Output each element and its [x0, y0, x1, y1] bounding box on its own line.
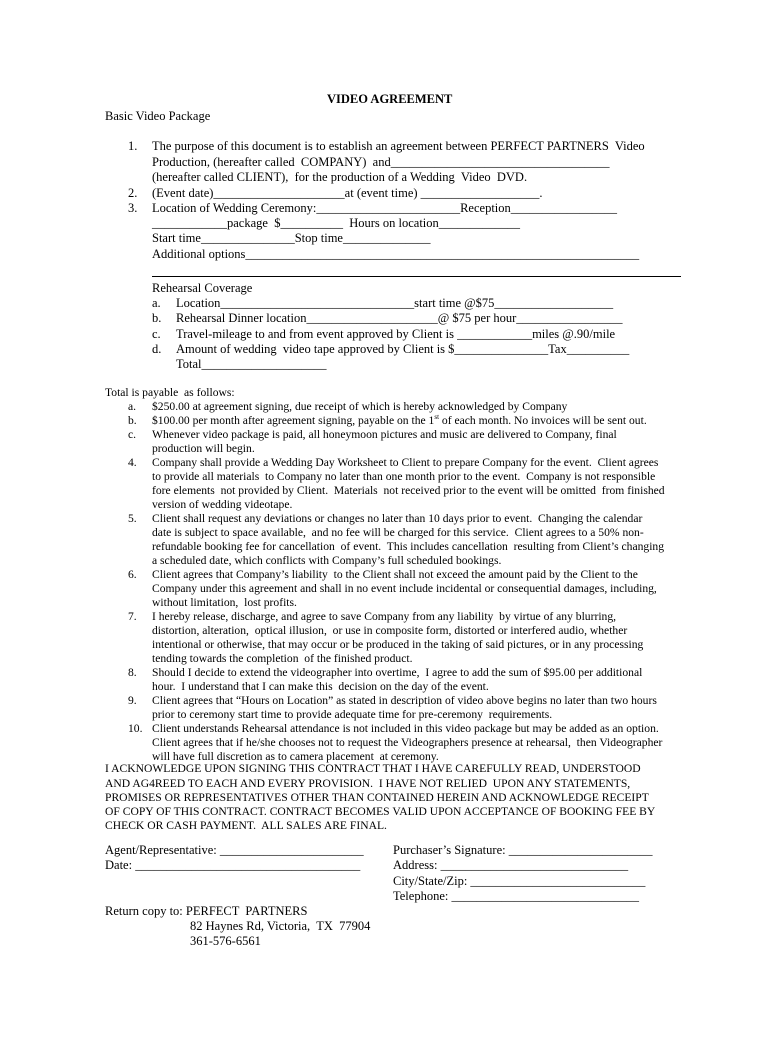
clause-line: fore elements not provided by Client. Materials not received prior to the event will be omitted from finished: [152, 484, 665, 497]
payable-heading: Total is payable as follows:: [105, 386, 235, 399]
travel-mileage-field[interactable]: Travel-mileage to and from event approved by Client is ____________miles @.90/mile: [176, 327, 616, 341]
item-1-line: The purpose of this document is to establish an agreement between PERFECT PARTNERS Video: [152, 139, 645, 153]
time-field[interactable]: Start time_______________Stop time______________: [152, 231, 431, 245]
location-field[interactable]: Location of Wedding Ceremony:_______________________Reception_________________: [152, 201, 618, 215]
sub-letter: b.: [152, 311, 162, 325]
package-field[interactable]: ____________package $__________ Hours on location_____________: [152, 216, 521, 230]
rehearsal-heading: Rehearsal Coverage: [152, 281, 253, 295]
clause-line: Should I decide to extend the videographer into overtime, I agree to add the sum of $95.00 per additional: [152, 666, 643, 679]
return-address: 82 Haynes Rd, Victoria, TX 77904: [190, 919, 371, 933]
sub-letter: d.: [152, 342, 162, 356]
payment-text: of each month. No invoices will be sent out.: [439, 414, 647, 427]
item-1-line: (hereafter called CLIENT), for the production of a Wedding Video DVD.: [152, 170, 528, 184]
clause-line: date is subject to space available, and no fee will be charged for this service. Client agrees to a 50% non-: [152, 526, 644, 539]
clause-line: version of wedding videotape.: [152, 498, 293, 511]
telephone-field[interactable]: Telephone: ______________________________: [393, 889, 639, 903]
sub-letter: c.: [128, 428, 137, 441]
clause-line: hour. I understand that I can make this decision on the day of the event.: [152, 680, 489, 693]
clause-line: Client understands Rehearsal attendance is not included in this video package but may be added as an option.: [152, 722, 659, 735]
payment-line: Whenever video package is paid, all honeymoon pictures and music are delivered to Company, final: [152, 428, 617, 441]
item-number: 8.: [128, 666, 137, 679]
city-state-zip-field[interactable]: City/State/Zip: ____________________________: [393, 874, 646, 888]
payment-line: [152, 415, 647, 427]
acknowledgement-line: CHECK OR CASH PAYMENT. ALL SALES ARE FINAL.: [105, 819, 387, 832]
payment-line: production will begin.: [152, 442, 255, 455]
clause-line: will have full discretion as to camera placement at ceremony.: [152, 750, 439, 763]
payment-line: $250.00 at agreement signing, due receipt of which is hereby acknowledged by Company: [152, 400, 568, 413]
purchaser-signature-field[interactable]: Purchaser’s Signature: _______________________: [393, 843, 653, 857]
item-1-line: Production, (hereafter called COMPANY) and___________________________________: [152, 155, 610, 169]
event-date-field[interactable]: (Event date)_____________________at (event time) ___________________.: [152, 186, 543, 200]
item-number: 2.: [128, 186, 138, 200]
item-number: 10.: [128, 722, 143, 735]
return-copy-label: Return copy to: PERFECT PARTNERS: [105, 904, 308, 918]
sub-letter: a.: [128, 400, 137, 413]
date-field[interactable]: Date: ____________________________________: [105, 858, 361, 872]
item-number: 9.: [128, 694, 137, 707]
item-number: 5.: [128, 512, 137, 525]
tape-amount-field[interactable]: Amount of wedding video tape approved by Client is $_______________Tax__________: [176, 342, 630, 356]
additional-options-field[interactable]: Additional options_______________________________________________________________: [152, 247, 640, 261]
clause-line: intentional or otherwise, that may occur or be produced in the taking of said pictures, or in any processing: [152, 638, 644, 651]
clause-line: Company shall provide a Wedding Day Worksheet to Client to prepare Company for the event. Client agrees: [152, 456, 659, 469]
clause-line: prior to ceremony start time to provide adequate time for pre-ceremony requirements.: [152, 708, 553, 721]
clause-line: a scheduled date, which conflicts with Company’s full scheduled bookings.: [152, 554, 502, 567]
return-phone: 361-576-6561: [190, 934, 261, 948]
clause-line: without limitation, lost profits.: [152, 596, 297, 609]
acknowledgement-line: AND AG4REED TO EACH AND EVERY PROVISION. I HAVE NOT RELIED UPON ANY STATEMENTS,: [105, 777, 631, 790]
clause-line: Client agrees that if he/she chooses not to request the Videographers presence at rehearsal, then Videographer: [152, 736, 663, 749]
page-title: VIDEO AGREEMENT: [327, 92, 453, 106]
sub-letter: a.: [152, 296, 161, 310]
acknowledgement-line: PROMISES OR REPRESENTATIVES OTHER THAN CONTAINED HEREIN AND ACKNOWLEDGE RECEIPT: [105, 791, 649, 804]
clause-line: I hereby release, discharge, and agree to save Company from any liability by virtue of any blurring,: [152, 610, 617, 623]
item-number: 1.: [128, 139, 138, 153]
payment-text: $100.00 per month after agreement signing, payable on the 1: [152, 414, 435, 427]
clause-line: Client agrees that “Hours on Location” as stated in description of video above begins no later than two hours: [152, 694, 657, 707]
rehearsal-location-field[interactable]: Location_______________________________start time @$75___________________: [176, 296, 614, 310]
clause-line: to provide all materials to Company no later than one month prior to the event. Company is not responsible: [152, 470, 656, 483]
item-number: 4.: [128, 456, 137, 469]
package-subtitle: Basic Video Package: [105, 109, 211, 123]
acknowledgement-line: I ACKNOWLEDGE UPON SIGNING THIS CONTRACT THAT I HAVE CAREFULLY READ, UNDERSTOOD: [105, 762, 641, 775]
clause-line: Client agrees that Company’s liability to the Client shall not exceed the amount paid by the Client to the: [152, 568, 638, 581]
clause-line: distortion, alteration, optical illusion, or use in composite form, distorted or interfered audio, whether: [152, 624, 628, 637]
sub-letter: b.: [128, 414, 137, 427]
item-number: 3.: [128, 201, 138, 215]
ordinal-suffix: st: [434, 413, 440, 421]
sub-letter: c.: [152, 327, 161, 341]
total-field[interactable]: Total____________________: [176, 357, 327, 371]
divider-line: [152, 276, 681, 277]
agent-signature-field[interactable]: Agent/Representative: _______________________: [105, 843, 364, 857]
acknowledgement-line: OF COPY OF THIS CONTRACT. CONTRACT BECOMES VALID UPON ACCEPTANCE OF BOOKING FEE BY: [105, 805, 656, 818]
clause-line: Company under this agreement and shall in no event include incidental or consequential damages, including,: [152, 582, 657, 595]
rehearsal-dinner-field[interactable]: Rehearsal Dinner location_____________________@ $75 per hour_________________: [176, 311, 623, 325]
clause-line: Client shall request any deviations or changes no later than 10 days prior to event. Changing the calendar: [152, 512, 643, 525]
clause-line: tending towards the completion of the finished product.: [152, 652, 413, 665]
item-number: 6.: [128, 568, 137, 581]
item-number: 7.: [128, 610, 137, 623]
address-field[interactable]: Address: ______________________________: [393, 858, 629, 872]
clause-line: refundable booking fee for cancellation of event. This includes cancellation resulting from Client’s changing: [152, 540, 665, 553]
